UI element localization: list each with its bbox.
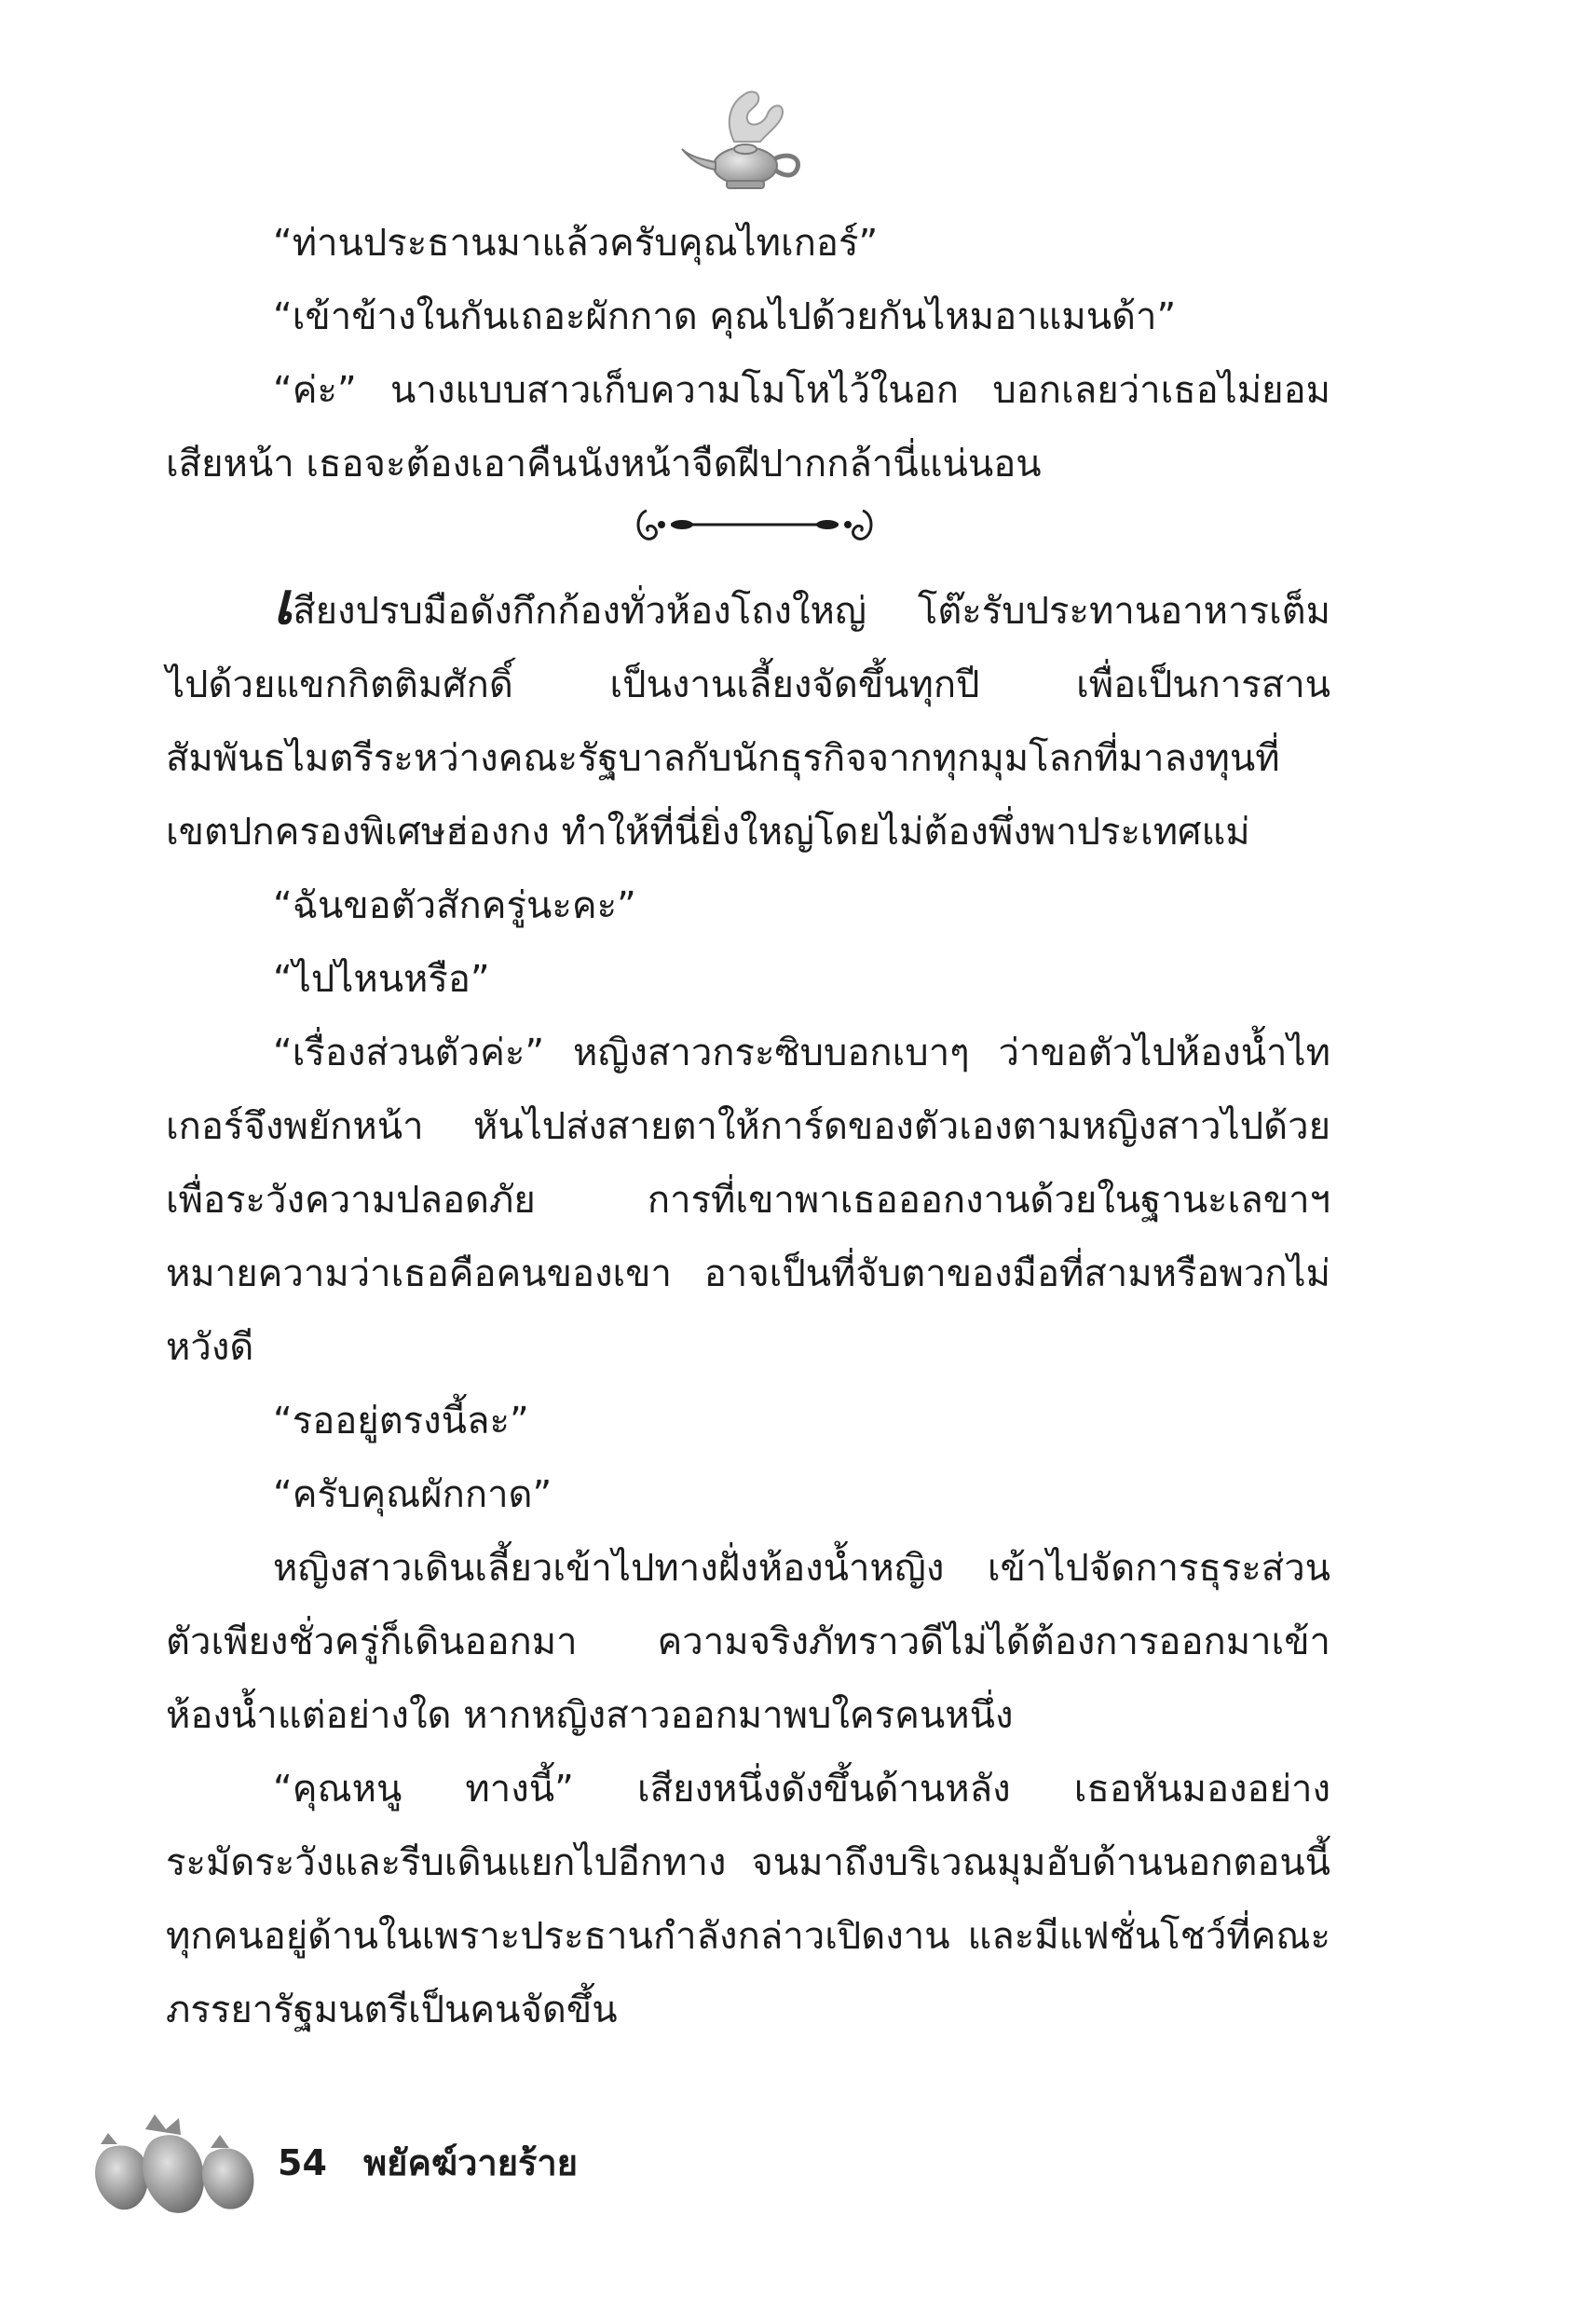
paragraph: “ท่านประธานมาแล้วครับคุณไทเกอร์” bbox=[273, 222, 879, 265]
paragraph: “ค่ะ” นางแบบสาวเก็บความโมโหไว้ในอก บอกเลยว่าเธอไม่ยอมเสียหน้า เธอจะต้องเอาคืนนังหน้าจืดฝีปากกล้านี่แน่นอน bbox=[166, 369, 1330, 485]
page-number: 54 bbox=[278, 2142, 327, 2183]
section-opening-paragraph bbox=[166, 569, 1330, 869]
page-footer bbox=[278, 2134, 578, 2191]
paragraph: “คุณหนู ทางนี้” เสียงหนึ่งดังขึ้นด้านหลัง เธอหันมองอย่างระมัดระวังและรีบเดินแยกไปอีกทาง จนมาถึงบริเวณมุมอับด้านนอกตอนนี้ทุกคนอยู่ด้านในเพราะประธานกำลังกล่าวเปิดงาน และมีแฟชั่นโชว์ที่คณะภรรยารัฐมนตรีเป็นคนจัดขึ้น bbox=[166, 1768, 1330, 2031]
paragraph: “ไปไหนหรือ” bbox=[273, 958, 490, 1001]
ornament-divider-icon bbox=[634, 501, 876, 548]
genie-lamp-icon bbox=[678, 76, 818, 198]
paragraph: “เข้าข้างในกันเถอะผักกาด คุณไปด้วยกันไหมอาแมนด้า” bbox=[273, 295, 1177, 338]
opening-text: สียงปรบมือดังกึกก้องทั่วห้องโถงใหญ่ โต๊ะรับประทานอาหารเต็มไปด้วยแขกกิตติมศักดิ์ เป็นงานเลี้ยงจัดขึ้นทุกปี เพื่อเป็นการสานสัมพันธไมตรีระหว่างคณะรัฐบาลกับนักธุรกิจจากทุกมุมโลกที่มาลงทุนที่เขตปกครองพิเศษฮ่องกง ทำให้ที่นี่ยิ่งใหญ่โดยไม่ต้องพึ่งพาประเทศแม่ bbox=[166, 590, 1330, 854]
body-text bbox=[166, 207, 1330, 2047]
paragraph: “ฉันขอตัวสักครู่นะคะ” bbox=[273, 884, 636, 927]
paragraph: “ครับคุณผักกาด” bbox=[273, 1473, 552, 1516]
drop-cap: เ bbox=[273, 569, 293, 637]
paragraph: “เรื่องส่วนตัวค่ะ” หญิงสาวกระซิบบอกเบาๆ ว่าขอตัวไปห้องน้ำไทเกอร์จึงพยักหน้า หันไปส่งสายตาให้การ์ดของตัวเองตามหญิงสาวไปด้วยเพื่อระวังความปลอดภัย การที่เขาพาเธอออกงานด้วยในฐานะเลขาฯ หมายความว่าเธอคือคนของเขา อาจเป็นที่จับตาของมือที่สามหรือพวกไม่หวังดี bbox=[166, 1032, 1330, 1369]
strawberry-icon bbox=[80, 2101, 266, 2227]
book-title: พยัคฆ์วายร้าย bbox=[363, 2142, 579, 2183]
paragraph: “รออยู่ตรงนี้ละ” bbox=[273, 1400, 529, 1443]
paragraph: หญิงสาวเดินเลี้ยวเข้าไปทางฝั่งห้องน้ำหญิง เข้าไปจัดการธุระส่วนตัวเพียงชั่วครู่ก็เดินออกมา ความจริงภัทราวดีไม่ได้ต้องการออกมาเข้าห้องน้ำแต่อย่างใด หากหญิงสาวออกมาพบใครคนหนึ่ง bbox=[166, 1547, 1330, 1737]
